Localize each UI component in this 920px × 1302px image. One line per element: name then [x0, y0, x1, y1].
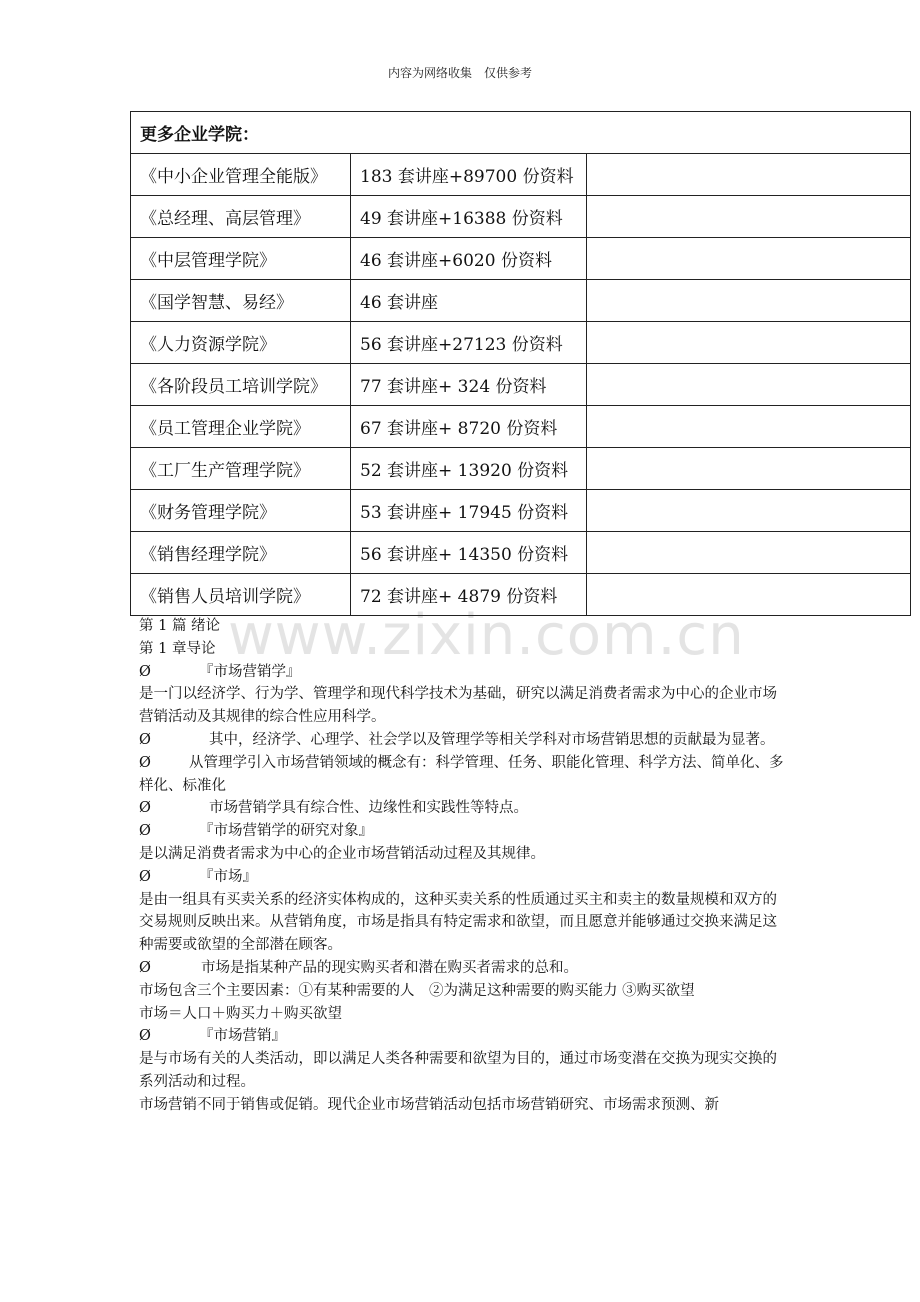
bullet-marker: Ø — [139, 800, 151, 817]
course-extra — [587, 448, 911, 490]
course-extra — [587, 238, 911, 280]
bullet-marker: Ø — [139, 1028, 151, 1045]
table-row — [131, 238, 911, 280]
document-body — [139, 615, 789, 1117]
paragraph: 是以满足消费者需求为中心的企业市场营销活动过程及其规律。 — [139, 845, 545, 862]
table-row — [131, 196, 911, 238]
bullet-text: 其中，经济学、心理学、社会学以及管理学等相关学科对市场营销思想的贡献最为显著。 — [209, 731, 775, 748]
term-heading: 『市场营销学的研究对象』 — [199, 823, 373, 840]
term-heading: 『市场营销学』 — [199, 663, 301, 680]
course-name: 《员工管理企业学院》 — [131, 406, 351, 448]
bullet-text: 市场营销学具有综合性、边缘性和实践性等特点。 — [209, 800, 528, 817]
term-heading: 『市场营销』 — [199, 1028, 286, 1045]
course-name: 《国学智慧、易经》 — [131, 280, 351, 322]
table-row — [131, 154, 911, 196]
course-name: 《销售人员培训学院》 — [131, 574, 351, 616]
table-row — [131, 364, 911, 406]
course-detail: 67 套讲座+ 8720 份资料 — [351, 406, 587, 448]
paragraph: 市场包含三个主要因素：①有某种需要的人 ②为满足这种需要的购买能力 ③购买欲望 — [139, 982, 695, 999]
bullet-marker: Ø — [139, 754, 151, 771]
bullet-line — [139, 797, 789, 820]
paragraph: 是与市场有关的人类活动，即以满足人类各种需要和欲望为目的，通过市场变潜在交换为现实交换的系列活动和过程。 — [139, 1051, 777, 1090]
part-title: 第 1 篇 绪论 — [139, 618, 221, 634]
course-name: 《总经理、高层管理》 — [131, 196, 351, 238]
bullet-line — [139, 729, 789, 752]
bullet-text: 从管理学引入市场营销领域的概念有：科学管理、任务、职能化管理、科学方法、简单化、多样化、标准化 — [139, 754, 784, 794]
bullet-line — [139, 820, 789, 843]
course-detail: 46 套讲座 — [351, 280, 587, 322]
bullet-marker: Ø — [139, 823, 151, 840]
bullet-marker: Ø — [139, 868, 151, 885]
course-extra — [587, 196, 911, 238]
bullet-marker: Ø — [139, 731, 151, 748]
table-row — [131, 532, 911, 574]
table-row — [131, 406, 911, 448]
bullet-line — [139, 752, 789, 798]
table-row — [131, 490, 911, 532]
term-heading: 『市场』 — [199, 868, 257, 885]
paragraph: 是由一组具有买卖关系的经济实体构成的，这种买卖关系的性质通过买主和卖主的数量规模和双方的交易规则反映出来。从营销角度，市场是指具有特定需求和欲望，而且愿意并能够通过交换来满足这种需要或欲望的全部潜在顾客。 — [139, 891, 777, 954]
course-name: 《中层管理学院》 — [131, 238, 351, 280]
course-table — [130, 111, 911, 616]
course-extra — [587, 154, 911, 196]
course-extra — [587, 490, 911, 532]
course-detail: 72 套讲座+ 4879 份资料 — [351, 574, 587, 616]
table-heading-row — [131, 112, 911, 154]
watermark: www.zixin.com.cn — [228, 603, 745, 668]
course-extra — [587, 574, 911, 616]
course-detail: 49 套讲座+16388 份资料 — [351, 196, 587, 238]
table-row — [131, 280, 911, 322]
bullet-line — [139, 661, 789, 684]
course-extra — [587, 406, 911, 448]
course-name: 《财务管理学院》 — [131, 490, 351, 532]
bullet-text: 市场是指某种产品的现实购买者和潜在购买者需求的总和。 — [201, 959, 578, 976]
course-extra — [587, 280, 911, 322]
bullet-line — [139, 957, 789, 980]
table-heading: 更多企业学院： — [131, 112, 911, 154]
course-name: 《工厂生产管理学院》 — [131, 448, 351, 490]
course-detail: 183 套讲座+89700 份资料 — [351, 154, 587, 196]
course-detail: 77 套讲座+ 324 份资料 — [351, 364, 587, 406]
table-row — [131, 322, 911, 364]
course-name: 《销售经理学院》 — [131, 532, 351, 574]
course-name: 《人力资源学院》 — [131, 322, 351, 364]
course-extra — [587, 532, 911, 574]
bullet-line — [139, 866, 789, 889]
course-detail: 46 套讲座+6020 份资料 — [351, 238, 587, 280]
course-name: 《各阶段员工培训学院》 — [131, 364, 351, 406]
course-name: 《中小企业管理全能版》 — [131, 154, 351, 196]
course-extra — [587, 322, 911, 364]
chapter-title: 第 1 章导论 — [139, 640, 216, 657]
table-row — [131, 574, 911, 616]
paragraph: 是一门以经济学、行为学、管理学和现代科学技术为基础，研究以满足消费者需求为中心的企业市场营销活动及其规律的综合性应用科学。 — [139, 686, 777, 726]
course-detail: 56 套讲座+ 14350 份资料 — [351, 532, 587, 574]
bullet-marker: Ø — [139, 663, 151, 680]
course-detail: 56 套讲座+27123 份资料 — [351, 322, 587, 364]
course-detail: 52 套讲座+ 13920 份资料 — [351, 448, 587, 490]
course-extra — [587, 364, 911, 406]
bullet-marker: Ø — [139, 959, 151, 976]
paragraph: 市场＝人口＋购买力＋购买欲望 — [139, 1005, 342, 1022]
page-header: 内容为网络收集 仅供参考 — [387, 66, 532, 80]
table-row — [131, 448, 911, 490]
paragraph: 市场营销不同于销售或促销。现代企业市场营销活动包括市场营销研究、市场需求预测、新 — [139, 1096, 719, 1113]
course-detail: 53 套讲座+ 17945 份资料 — [351, 490, 587, 532]
bullet-line — [139, 1025, 789, 1048]
